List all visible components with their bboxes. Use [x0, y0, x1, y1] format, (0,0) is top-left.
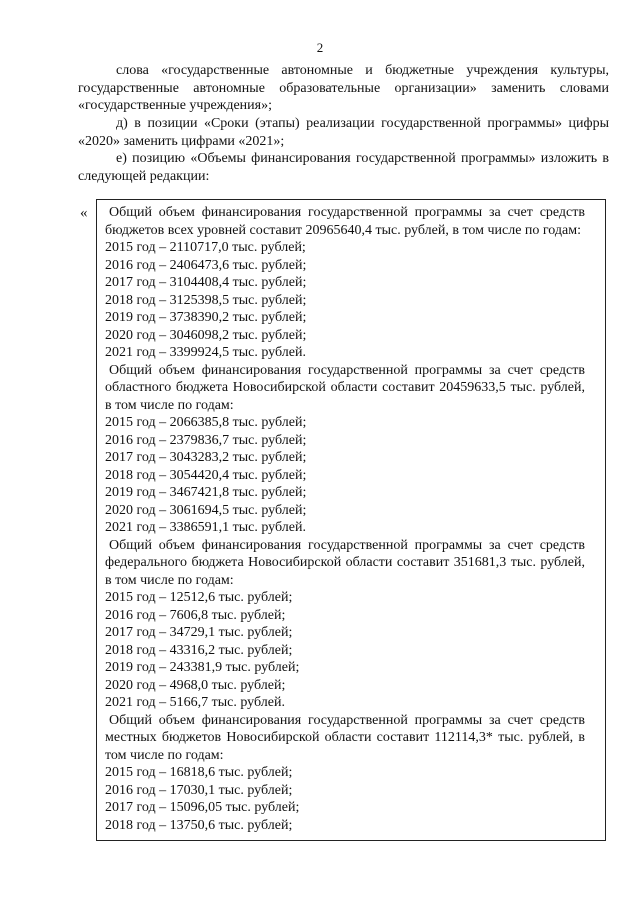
page-number: 2 — [316, 40, 324, 55]
year-line: 2018 год – 13750,6 тыс. рублей; — [105, 817, 293, 833]
year-line: 2021 год – 3386591,1 тыс. рублей. — [105, 520, 306, 535]
year-line: 2015 год – 2066385,8 тыс. рублей; — [105, 415, 307, 430]
year-line: 2016 год – 17030,1 тыс. рублей; — [105, 782, 293, 798]
section-intro: Общий объем финансирования государственной программы за счет средств федерального бюджета Новосибирской области составит 351681,3 тыс. рублей, в том числе по годам: — [105, 537, 585, 588]
paragraph-item-e: е) позицию «Объемы финансирования государственной программы» изложить в следующей редакции: — [78, 151, 609, 184]
year-line: 2017 год – 34729,1 тыс. рублей; — [105, 625, 293, 640]
financing-content — [105, 204, 585, 834]
year-line: 2020 год – 3046098,2 тыс. рублей; — [105, 327, 307, 343]
paragraph-replace-words: слова «государственные автономные и бюджетные учреждения культуры, государственные автономные образовательные организации» заменить словами «государственные учреждения»; — [78, 63, 609, 113]
paragraph-item-d: д) в позиции «Сроки (этапы) реализации государственной программы» цифры «2020» заменить цифрами «2021»; — [78, 116, 609, 149]
year-line: 2018 год – 3125398,5 тыс. рублей; — [105, 292, 307, 308]
year-line: 2019 год – 3738390,2 тыс. рублей; — [105, 310, 307, 325]
year-line: 2016 год – 2406473,6 тыс. рублей; — [105, 257, 307, 273]
year-line: 2020 год – 4968,0 тыс. рублей; — [105, 677, 286, 693]
year-line: 2017 год – 15096,05 тыс. рублей; — [105, 800, 300, 815]
year-line: 2015 год – 12512,6 тыс. рублей; — [105, 590, 293, 605]
year-line: 2021 год – 5166,7 тыс. рублей. — [105, 695, 285, 710]
year-line: 2017 год – 3104408,4 тыс. рублей; — [105, 275, 307, 290]
year-line: 2018 год – 3054420,4 тыс. рублей; — [105, 467, 307, 483]
year-line: 2015 год – 16818,6 тыс. рублей; — [105, 765, 293, 780]
year-line: 2016 год – 2379836,7 тыс. рублей; — [105, 432, 307, 448]
opening-quote-mark: « — [80, 205, 88, 221]
financing-section-all-levels — [105, 204, 585, 362]
section-intro: Общий объем финансирования государственной программы за счет средств бюджетов всех уровней составит 20965640,4 тыс. рублей, в том числе по годам: — [105, 205, 585, 238]
year-line: 2017 год – 3043283,2 тыс. рублей; — [105, 450, 307, 465]
year-line: 2019 год – 243381,9 тыс. рублей; — [105, 660, 300, 675]
year-line: 2018 год – 43316,2 тыс. рублей; — [105, 642, 293, 658]
year-line: 2015 год – 2110717,0 тыс. рублей; — [105, 240, 306, 255]
year-line: 2019 год – 3467421,8 тыс. рублей; — [105, 485, 307, 500]
section-intro: Общий объем финансирования государственной программы за счет средств местных бюджетов Новосибирской области составит 112114,3* тыс. рублей, в том числе по годам: — [105, 712, 585, 763]
year-line: 2021 год – 3399924,5 тыс. рублей. — [105, 345, 306, 360]
section-intro: Общий объем финансирования государственной программы за счет средств областного бюджета Новосибирской области составит 20459633,5 тыс. рублей, в том числе по годам: — [105, 362, 585, 413]
financing-section-local — [105, 712, 585, 835]
year-line: 2016 год – 7606,8 тыс. рублей; — [105, 607, 286, 623]
year-line: 2020 год – 3061694,5 тыс. рублей; — [105, 502, 307, 518]
financing-section-regional — [105, 362, 585, 537]
financing-table-cell — [96, 199, 606, 841]
financing-section-federal — [105, 537, 585, 712]
